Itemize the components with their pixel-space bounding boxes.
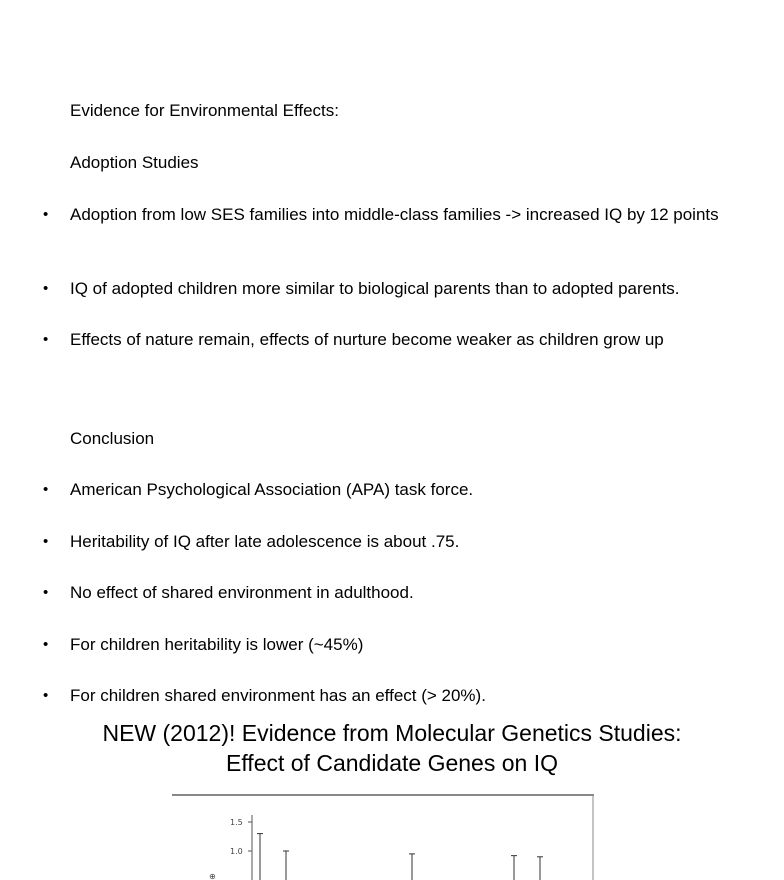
env-subheading: Adoption Studies [70,153,199,172]
bullet-glyph: • [43,533,49,550]
cutoff-text-line [70,0,590,2]
bullet-glyph: • [43,481,49,498]
conclusion-heading: Conclusion [70,429,155,448]
env-bullet-1: Adoption from low SES families into middle-class families -> increased IQ by 12 points [70,205,719,224]
axis-marker-glyph: ⊕ [209,872,216,880]
candidate-genes-chart [172,793,594,880]
env-heading: Evidence for Environmental Effects: [70,101,339,120]
bullet-glyph: • [43,584,49,601]
conclusion-bullet-3: No effect of shared environment in adulthood. [70,583,414,602]
bullet-glyph: • [43,687,49,704]
figure-title-line-1: NEW (2012)! Evidence from Molecular Genetics Studies: [102,720,682,746]
bullet-glyph: • [43,636,49,653]
bullet-glyph: • [43,331,49,348]
conclusion-bullet-1: American Psychological Association (APA) task force. [70,480,474,499]
bullet-glyph: • [43,206,49,223]
conclusion-bullet-5: For children shared environment has an effect (> 20%). [70,686,486,705]
conclusion-bullet-4: For children heritability is lower (~45%) [70,635,364,654]
bullet-glyph: • [43,280,49,297]
y-tick-label: 1.5 [230,818,243,827]
env-bullet-3: Effects of nature remain, effects of nurture become weaker as children grow up [70,330,664,349]
figure-title-line-2: Effect of Candidate Genes on IQ [225,750,558,776]
conclusion-bullet-2: Heritability of IQ after late adolescence is about .75. [70,532,460,551]
env-bullet-2: IQ of adopted children more similar to biological parents than to adopted parents. [70,279,680,298]
y-tick-label: 1.0 [230,847,243,856]
